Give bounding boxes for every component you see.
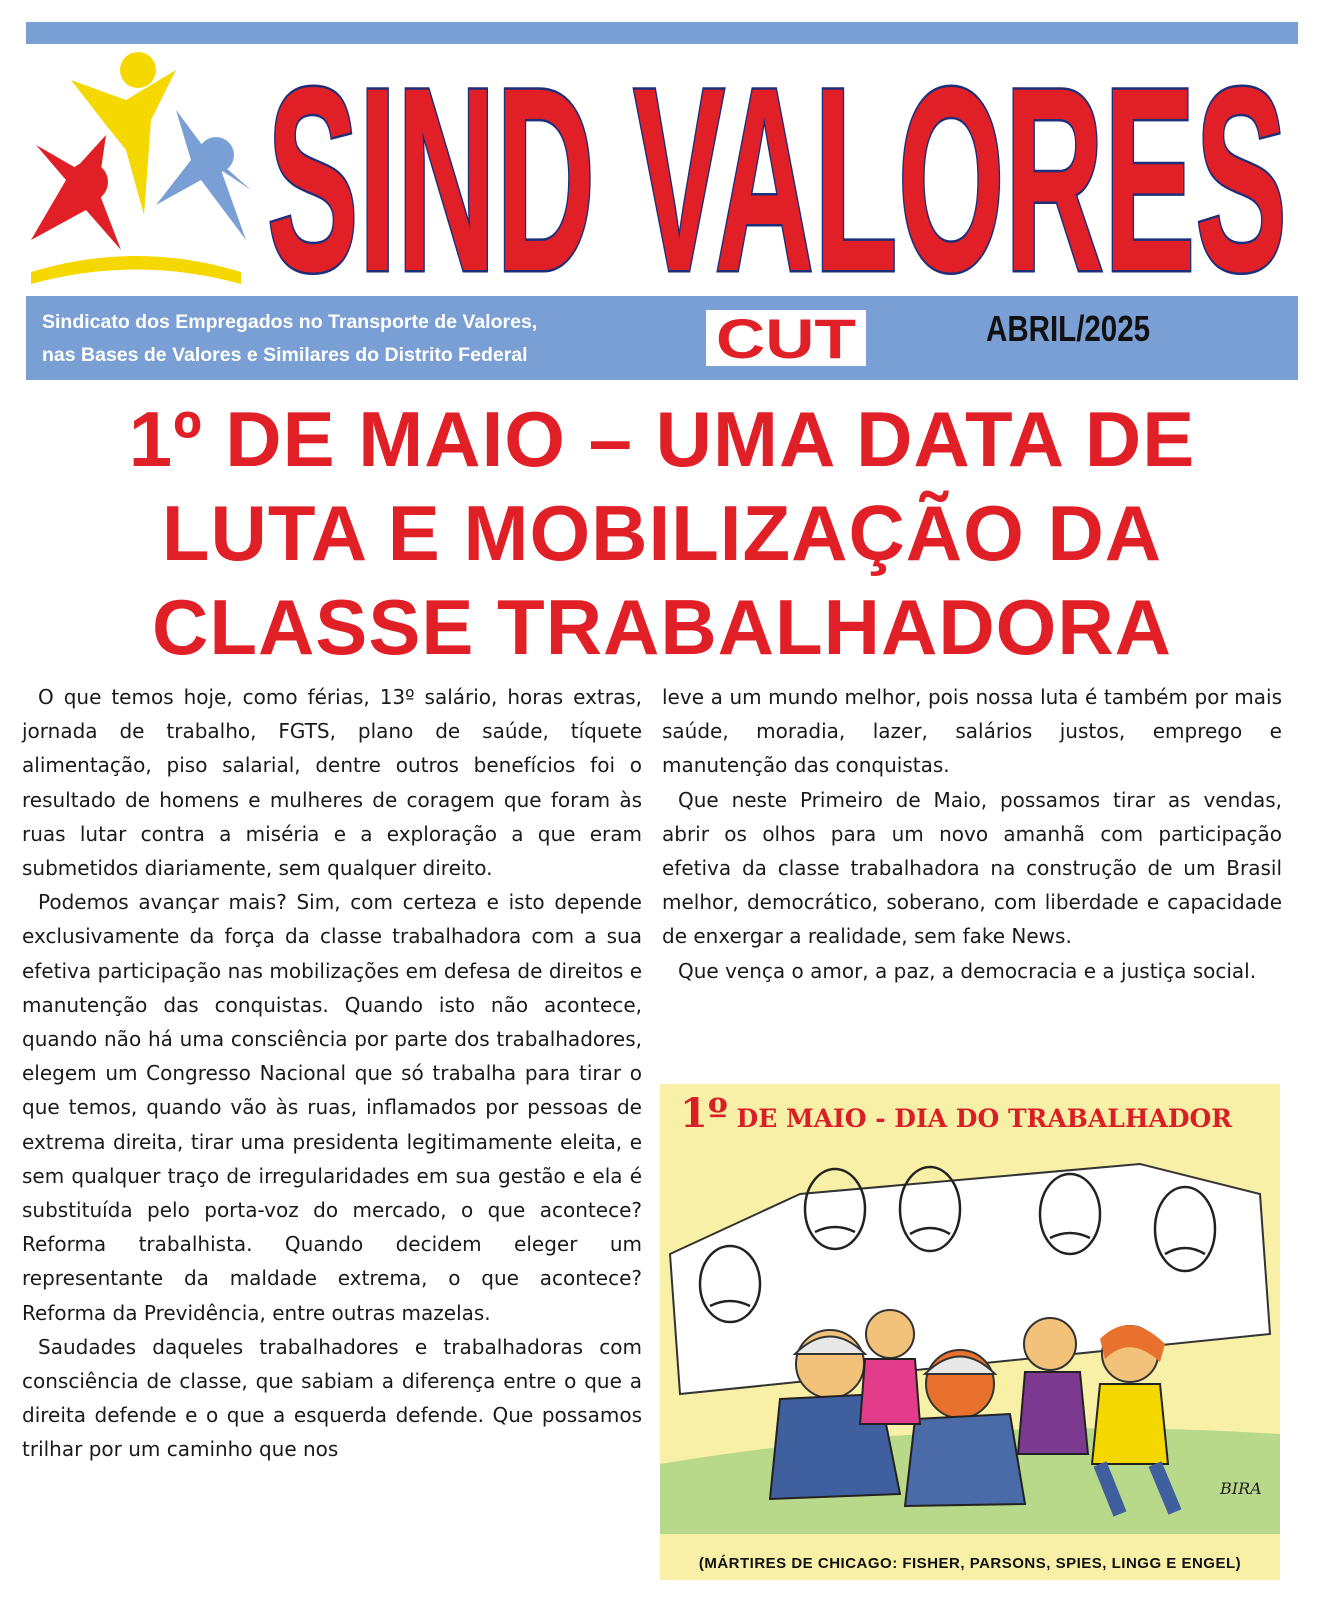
cartoon-title-number: 1º bbox=[680, 1090, 728, 1137]
headline-line-1: 1º DE MAIO – UMA DATA DE bbox=[128, 395, 1196, 483]
article-column-left bbox=[22, 680, 642, 1467]
worker-body bbox=[1092, 1384, 1168, 1464]
article-paragraph: O que temos hoje, como férias, 13º salário, horas extras, jornada de trabalho, FGTS, plano de saúde, tíquete alimentação, piso salarial, dentre outros benefícios foi o resultado de homens e mulheres de coragem que foram às ruas lutar contra a miséria e a exploração a que eram submetidos diariamente, sem qualquer direito. bbox=[22, 685, 642, 881]
article-paragraph: Que vença o amor, a paz, a democracia e a justiça social. bbox=[678, 958, 1257, 983]
masthead-text: SIND VALORES bbox=[267, 40, 1287, 290]
logo-red-figure bbox=[31, 135, 121, 250]
cartoon-illustration bbox=[660, 1134, 1280, 1534]
article-paragraph: Podemos avançar mais? Sim, com certeza e isto depende exclusivamente da força da classe trabalhadora com a sua efetiva participação nas mobilizações em defesa de direitos e manutenção das conquistas. Quando isto não acontece, quando não há uma consciência por parte dos trabalhadores, elegem um Congresso Nacional que só trabalha para tirar o que temos, quando vão às ruas, inflamados por pessoas de extrema direita, tirar uma presidenta legitimamente eleita, e sem qualquer traço de irregularidades em sua gestão e ela é substituída pelo porta-voz do mercado, o que acontece? Reforma trabalhista. Quando decidem eleger um representante da maldade extrema, o que acontece? Reforma da Previdência, entre outras mazelas. bbox=[22, 890, 642, 1325]
cartoonist-signature: BIRA bbox=[1220, 1479, 1262, 1498]
logo-arc bbox=[31, 256, 241, 284]
article-paragraph: Saudades daqueles trabalhadores e trabalhadoras com consciência de classe, que sabiam a diferença entre o que a direita defende e o que a esquerda defende. Que possamos trilhar por um caminho que nos bbox=[22, 1334, 642, 1462]
union-logo bbox=[26, 50, 256, 290]
worker-body bbox=[860, 1359, 920, 1424]
may-day-cartoon bbox=[660, 1084, 1280, 1580]
issue-date: ABRIL/2025 bbox=[986, 308, 1151, 349]
cut-logo-text: CUT bbox=[716, 310, 856, 366]
worker-head bbox=[866, 1310, 914, 1358]
main-headline bbox=[26, 392, 1298, 674]
article-paragraph: Que neste Primeiro de Maio, possamos tirar as vendas, abrir os olhos para um novo amanhã com participação efetiva da classe trabalhadora na construção de um Brasil melhor, democrático, soberano, com liberdade e capacidade de enxergar a realidade, sem fake News. bbox=[662, 787, 1282, 949]
logo-yellow-head bbox=[120, 52, 156, 88]
cartoon-title-text: DE MAIO - DIA DO TRABALHADOR bbox=[727, 1104, 1233, 1133]
worker-body bbox=[905, 1414, 1025, 1506]
logo-blue-figure bbox=[156, 110, 251, 240]
article-column-right bbox=[662, 680, 1282, 988]
cartoon-title bbox=[680, 1090, 1280, 1137]
subtitle-bar bbox=[26, 296, 1298, 380]
worker-body bbox=[1018, 1372, 1088, 1454]
article-paragraph-continued: leve a um mundo melhor, pois nossa luta é também por mais saúde, moradia, lazer, salários justos, emprego e manutenção das conquistas. bbox=[662, 685, 1282, 778]
worker-head bbox=[1024, 1318, 1076, 1370]
headline-line-3: CLASSE TRABALHADORA bbox=[152, 583, 1172, 671]
cut-logo bbox=[706, 310, 866, 366]
headline-line-2: LUTA E MOBILIZAÇÃO DA bbox=[161, 489, 1163, 577]
cartoon-caption: (MÁRTIRES DE CHICAGO: FISHER, PARSONS, SPIES, LINGG E ENGEL) bbox=[698, 1555, 1242, 1572]
masthead-title bbox=[252, 40, 1302, 290]
union-tagline: Sindicato dos Empregados no Transporte de Valores, nas Bases de Valores e Similares do Distrito Federal bbox=[42, 311, 538, 366]
